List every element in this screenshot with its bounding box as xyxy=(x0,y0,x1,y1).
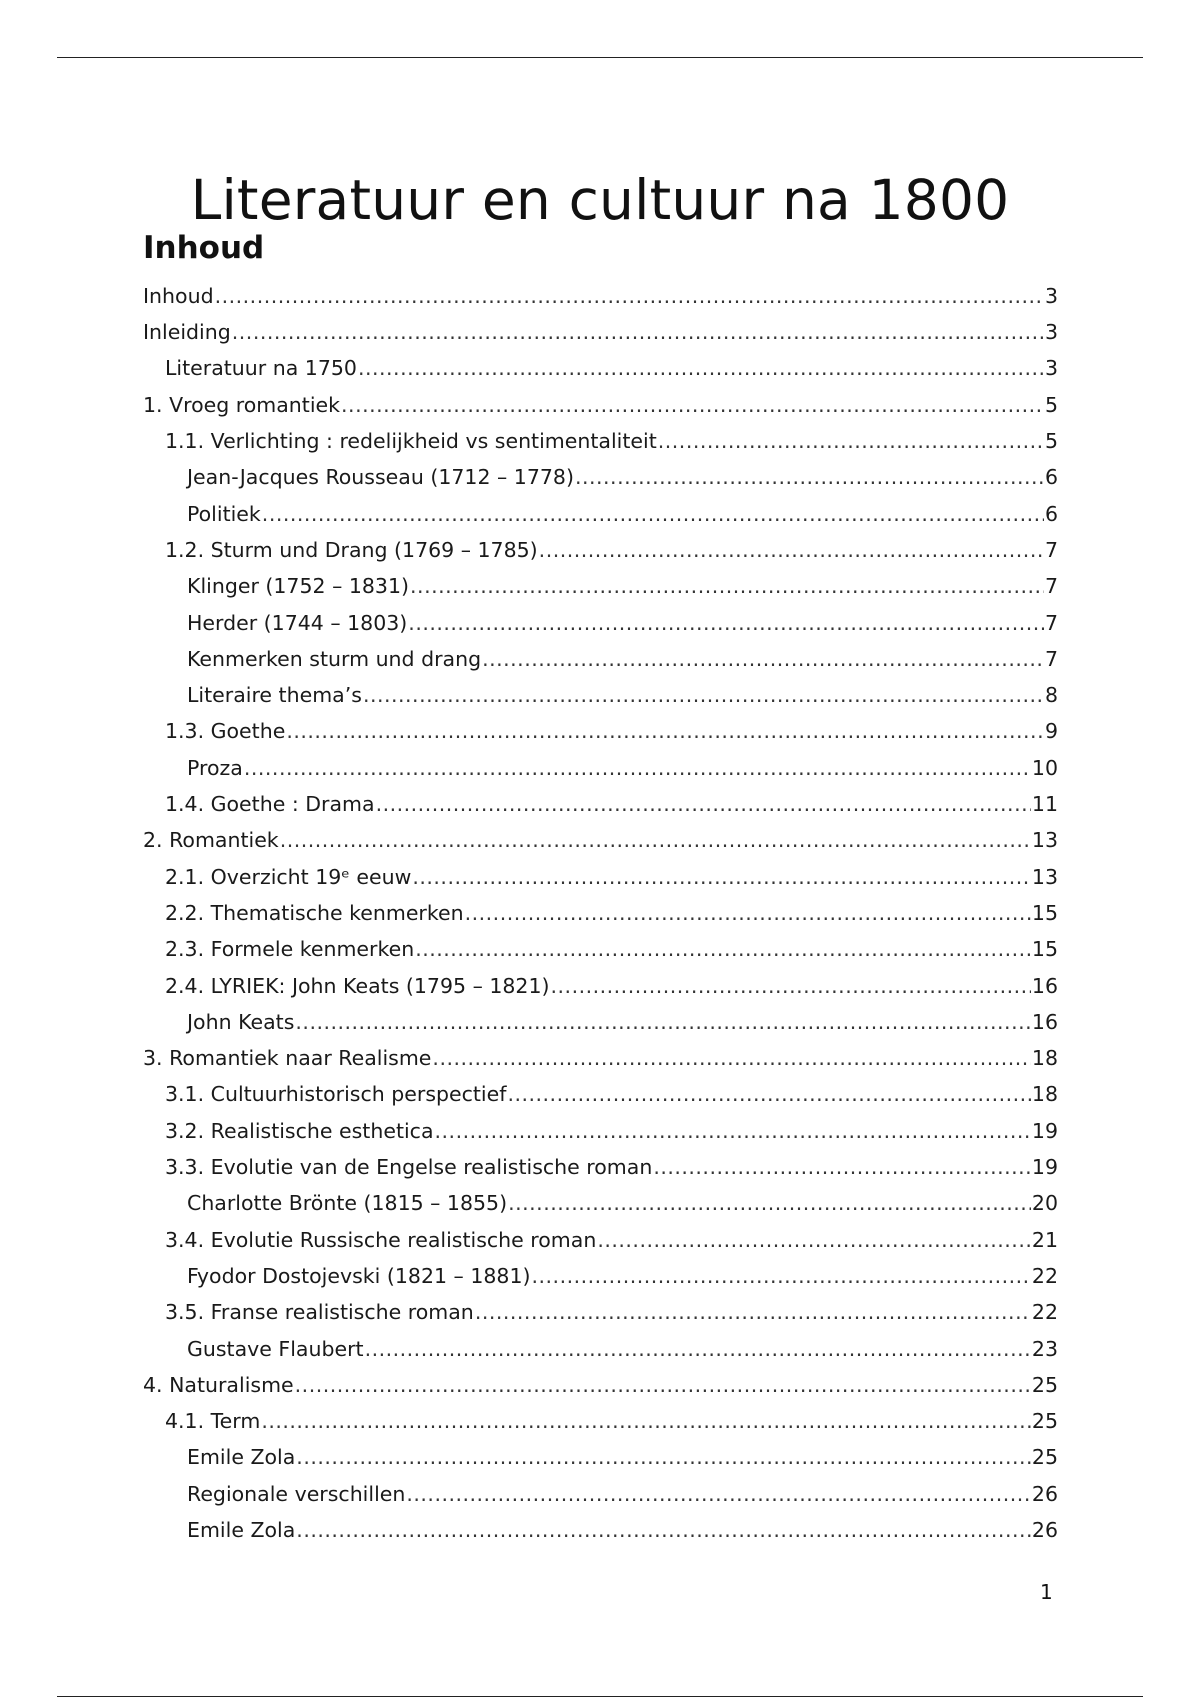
toc-entry[interactable] xyxy=(143,496,1058,532)
toc-entry[interactable] xyxy=(143,387,1058,423)
toc-entry-page: 5 xyxy=(1044,429,1058,454)
toc-entry[interactable] xyxy=(143,1294,1058,1330)
toc-dot-leader xyxy=(551,976,1031,997)
toc-entry[interactable] xyxy=(143,1077,1058,1113)
toc-entry[interactable] xyxy=(143,1512,1058,1548)
toc-entry-title: John Keats xyxy=(187,1009,295,1034)
toc-dot-leader xyxy=(410,576,1044,597)
toc-entry-page: 13 xyxy=(1031,828,1058,853)
toc-dot-leader xyxy=(412,867,1031,888)
toc-dot-leader xyxy=(296,1520,1031,1541)
toc-entry[interactable] xyxy=(143,568,1058,604)
toc-entry-page: 21 xyxy=(1031,1227,1058,1252)
toc-entry[interactable] xyxy=(143,895,1058,931)
toc-entry-page: 6 xyxy=(1044,465,1058,490)
toc-entry-page: 15 xyxy=(1031,900,1058,925)
toc-dot-leader xyxy=(482,649,1044,670)
toc-entry[interactable] xyxy=(143,1149,1058,1185)
toc-heading: Inhoud xyxy=(143,230,265,266)
toc-entry-page: 3 xyxy=(1044,283,1058,308)
toc-entry[interactable] xyxy=(143,1258,1058,1294)
toc-entry-title: 1.3. Goethe xyxy=(165,719,286,744)
toc-dot-leader xyxy=(653,1157,1031,1178)
toc-entry-page: 15 xyxy=(1031,937,1058,962)
toc-entry-page: 8 xyxy=(1044,683,1058,708)
toc-entry-page: 19 xyxy=(1031,1118,1058,1143)
toc-entry-title: Herder (1744 – 1803) xyxy=(187,610,408,635)
toc-entry-title: 1.2. Sturm und Drang (1769 – 1785) xyxy=(165,537,538,562)
toc-dot-leader xyxy=(475,1302,1031,1323)
toc-dot-leader xyxy=(365,1339,1031,1360)
header-rule xyxy=(57,57,1143,58)
toc-entry-title: Inhoud xyxy=(143,283,214,308)
toc-entry-page: 19 xyxy=(1031,1155,1058,1180)
toc-entry-title: 3. Romantiek naar Realisme xyxy=(143,1046,432,1071)
toc-dot-leader xyxy=(244,758,1031,779)
toc-entry-title: 3.2. Realistische esthetica xyxy=(165,1118,434,1143)
toc-entry-title: Regionale verschillen xyxy=(187,1481,406,1506)
footer-rule xyxy=(57,1696,1143,1697)
toc-entry-title: Politiek xyxy=(187,501,261,526)
toc-entry[interactable] xyxy=(143,786,1058,822)
toc-entry-page: 18 xyxy=(1031,1082,1058,1107)
toc-entry-title: 4. Naturalisme xyxy=(143,1372,294,1397)
toc-entry[interactable] xyxy=(143,1440,1058,1476)
toc-entry-title: Inleiding xyxy=(143,320,231,345)
toc-entry-title: 2.2. Thematische kenmerken xyxy=(165,900,464,925)
toc-entry[interactable] xyxy=(143,1476,1058,1512)
toc-entry-page: 7 xyxy=(1044,537,1058,562)
toc-entry-page: 7 xyxy=(1044,646,1058,671)
toc-dot-leader xyxy=(508,1193,1031,1214)
toc-entry-title: 2.1. Overzicht 19ᵉ eeuw xyxy=(165,864,412,889)
toc-entry[interactable] xyxy=(143,314,1058,350)
toc-entry[interactable] xyxy=(143,822,1058,858)
toc-dot-leader xyxy=(295,1012,1031,1033)
toc-entry[interactable] xyxy=(143,750,1058,786)
toc-entry[interactable] xyxy=(143,859,1058,895)
toc-entry-title: Proza xyxy=(187,755,243,780)
toc-entry-title: Gustave Flaubert xyxy=(187,1336,364,1361)
toc-entry[interactable] xyxy=(143,1403,1058,1439)
toc-entry[interactable] xyxy=(143,1331,1058,1367)
toc-entry-title: 4.1. Term xyxy=(165,1409,261,1434)
toc-dot-leader xyxy=(532,1266,1031,1287)
toc-dot-leader xyxy=(295,1375,1031,1396)
toc-entry-title: 3.5. Franse realistische roman xyxy=(165,1300,474,1325)
toc-entry[interactable] xyxy=(143,677,1058,713)
toc-entry-title: 1. Vroeg romantiek xyxy=(143,392,341,417)
toc-dot-leader xyxy=(415,939,1031,960)
toc-dot-leader xyxy=(575,467,1044,488)
toc-entry-page: 10 xyxy=(1031,755,1058,780)
toc-entry-title: 3.4. Evolutie Russische realistische roman xyxy=(165,1227,597,1252)
toc-entry[interactable] xyxy=(143,931,1058,967)
toc-entry-title: 1.4. Goethe : Drama xyxy=(165,792,375,817)
toc-entry-title: Klinger (1752 – 1831) xyxy=(187,574,410,599)
toc-entry-title: Emile Zola xyxy=(187,1517,296,1542)
toc-entry-title: 1.1. Verlichting : redelijkheid vs sentimentaliteit xyxy=(165,429,657,454)
toc-entry[interactable] xyxy=(143,423,1058,459)
toc-dot-leader xyxy=(261,1411,1031,1432)
toc-entry-page: 26 xyxy=(1031,1481,1058,1506)
toc-dot-leader xyxy=(363,685,1044,706)
toc-entry[interactable] xyxy=(143,1222,1058,1258)
toc-dot-leader xyxy=(341,395,1044,416)
toc-entry-page: 23 xyxy=(1031,1336,1058,1361)
toc-entry-title: Emile Zola xyxy=(187,1445,296,1470)
toc-entry-page: 5 xyxy=(1044,392,1058,417)
toc-dot-leader xyxy=(262,504,1044,525)
toc-entry-title: Jean-Jacques Rousseau (1712 – 1778) xyxy=(187,465,574,490)
toc-entry-title: Literaire thema’s xyxy=(187,683,362,708)
toc-entry[interactable] xyxy=(143,714,1058,750)
toc-entry-title: Literatuur na 1750 xyxy=(165,356,357,381)
toc-entry[interactable] xyxy=(143,351,1058,387)
page-number: 1 xyxy=(1040,1580,1053,1604)
toc-dot-leader xyxy=(432,1048,1030,1069)
toc-entry-title: 3.3. Evolutie van de Engelse realistische roman xyxy=(165,1155,653,1180)
toc-entry-page: 18 xyxy=(1031,1046,1058,1071)
toc-entry-page: 13 xyxy=(1031,864,1058,889)
toc-dot-leader xyxy=(358,358,1044,379)
toc-entry-page: 25 xyxy=(1031,1445,1058,1470)
toc-dot-leader xyxy=(232,322,1044,343)
toc-dot-leader xyxy=(286,721,1044,742)
toc-entry-page: 11 xyxy=(1031,792,1058,817)
toc-dot-leader xyxy=(408,613,1044,634)
toc-entry[interactable] xyxy=(143,641,1058,677)
toc-entry-title: 2.4. LYRIEK: John Keats (1795 – 1821) xyxy=(165,973,550,998)
toc-entry[interactable] xyxy=(143,1040,1058,1076)
toc-entry-page: 9 xyxy=(1044,719,1058,744)
toc-entry-page: 16 xyxy=(1031,1009,1058,1034)
toc-entry[interactable] xyxy=(143,532,1058,568)
toc-entry[interactable] xyxy=(143,1113,1058,1149)
toc-entry[interactable] xyxy=(143,1004,1058,1040)
toc-entry[interactable] xyxy=(143,968,1058,1004)
toc-entry[interactable] xyxy=(143,1185,1058,1221)
toc-dot-leader xyxy=(597,1230,1031,1251)
toc-entry-page: 22 xyxy=(1031,1300,1058,1325)
toc-entry-page: 3 xyxy=(1044,356,1058,381)
toc-dot-leader xyxy=(215,286,1044,307)
toc-entry-page: 7 xyxy=(1044,610,1058,635)
toc-entry-page: 3 xyxy=(1044,320,1058,345)
toc-entry-title: 2. Romantiek xyxy=(143,828,279,853)
toc-entry-page: 6 xyxy=(1044,501,1058,526)
toc-entry-page: 20 xyxy=(1031,1191,1058,1216)
toc-dot-leader xyxy=(296,1447,1031,1468)
toc-entry[interactable] xyxy=(143,459,1058,495)
toc-dot-leader xyxy=(280,830,1031,851)
toc-entry[interactable] xyxy=(143,1367,1058,1403)
toc-entry[interactable] xyxy=(143,278,1058,314)
toc-entry-title: 2.3. Formele kenmerken xyxy=(165,937,415,962)
toc-entry[interactable] xyxy=(143,605,1058,641)
toc-entry-page: 7 xyxy=(1044,574,1058,599)
toc-entry-page: 25 xyxy=(1031,1372,1058,1397)
document-title: Literatuur en cultuur na 1800 xyxy=(190,167,1010,232)
toc-dot-leader xyxy=(507,1084,1030,1105)
toc-entry-page: 22 xyxy=(1031,1263,1058,1288)
toc-dot-leader xyxy=(658,431,1044,452)
toc-dot-leader xyxy=(376,794,1031,815)
toc-entry-page: 16 xyxy=(1031,973,1058,998)
toc-entry-title: Charlotte Brönte (1815 – 1855) xyxy=(187,1191,508,1216)
toc-dot-leader xyxy=(435,1121,1031,1142)
toc-entry-page: 26 xyxy=(1031,1517,1058,1542)
toc-entry-title: Fyodor Dostojevski (1821 – 1881) xyxy=(187,1263,531,1288)
toc-entry-page: 25 xyxy=(1031,1409,1058,1434)
table-of-contents xyxy=(143,278,1058,1548)
toc-entry-title: Kenmerken sturm und drang xyxy=(187,646,482,671)
toc-dot-leader xyxy=(539,540,1044,561)
toc-entry-title: 3.1. Cultuurhistorisch perspectief xyxy=(165,1082,507,1107)
toc-dot-leader xyxy=(465,903,1031,924)
toc-dot-leader xyxy=(406,1484,1031,1505)
